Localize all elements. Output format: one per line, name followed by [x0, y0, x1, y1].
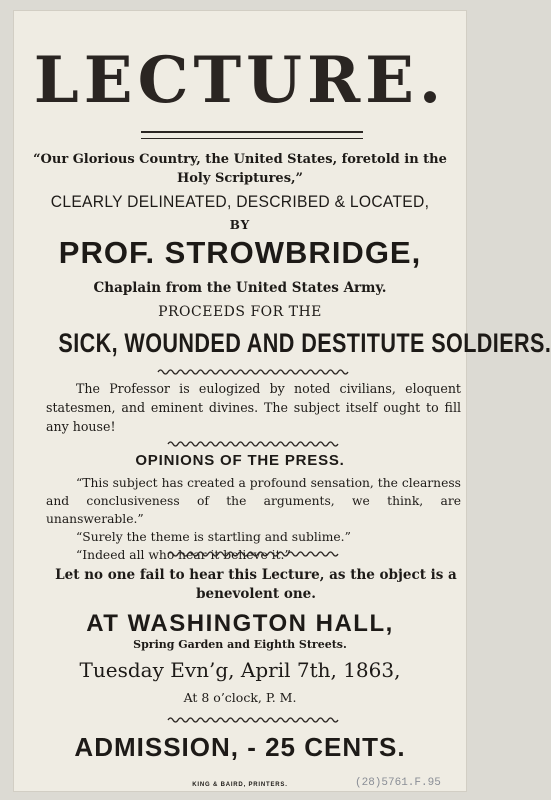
by-line: BY: [229, 218, 251, 232]
subtitle-line-2: Holy Scriptures,”: [176, 171, 304, 186]
venue-address: Spring Garden and Eighth Streets.: [133, 638, 347, 651]
appeal-text: Let no one fail to hear this Lecture, as the object is a benevolent one.: [55, 567, 457, 602]
title-rule: [141, 131, 363, 139]
event-date: Tuesday Evn’g, April 7th, 1863,: [79, 658, 401, 682]
admission-line: ADMISSION, - 25 CENTS.: [74, 732, 406, 762]
wavy-divider-4: [168, 716, 338, 724]
subtitle-line-1: “Our Glorious Country, the United States, foretold in the: [33, 152, 447, 167]
press-quote-1: “This subject has created a profound sensation, the clearness and conclusiveness of the arguments, we think, are unanswerable.”: [46, 476, 461, 526]
delineated-line: CLEARLY DELINEATED, DESCRIBED & LOCATED,: [50, 192, 430, 211]
event-time: At 8 o’clock, P. M.: [183, 690, 297, 705]
venue-line: AT WASHINGTON HALL,: [86, 610, 394, 637]
press-quote-3: “Indeed all who hear it believe it.”: [76, 548, 291, 562]
subtitle: [13, 150, 467, 188]
pencil-call-number: (28)5761.F.95: [355, 777, 441, 789]
press-quote-2: “Surely the theme is startling and sublime.”: [76, 530, 351, 544]
opinions-heading: OPINIONS OF THE PRESS.: [135, 452, 345, 469]
lecturer-name: PROF. STROWBRIDGE,: [58, 235, 422, 270]
wavy-divider-3: [168, 550, 338, 558]
proceeds-line: PROCEEDS FOR THE: [158, 304, 322, 320]
printers-imprint: KING & BAIRD, PRINTERS.: [192, 782, 288, 788]
poster-title: LECTURE.: [33, 43, 447, 118]
lecturer-title: Chaplain from the United States Army.: [93, 280, 387, 296]
wavy-divider-1: [158, 368, 348, 376]
broadside-paper: [13, 10, 551, 792]
beneficiaries-line: SICK, WOUNDED AND DESTITUTE SOLDIERS.: [58, 328, 551, 358]
eulogy-paragraph: [46, 379, 461, 436]
wavy-divider-2: [168, 440, 338, 448]
eulogy-text: The Professor is eulogized by noted civilians, eloquent statesmen, and eminent divines. The subject itself ought to fill any house!: [46, 381, 461, 434]
